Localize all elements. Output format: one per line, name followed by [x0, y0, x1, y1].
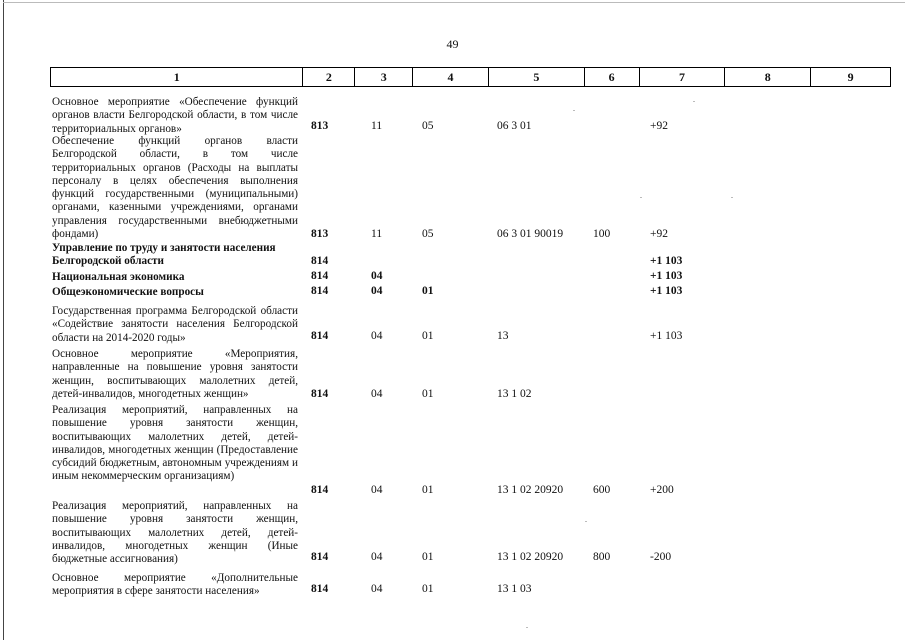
row-description: Основное мероприятие «Мероприятия, направленные на повышение уровня занятости женщин, воспитывающих малолетних детей, детей-инвалидов, многодетных женщин» — [52, 348, 298, 400]
row-code: 814 — [311, 388, 329, 400]
row-amount: +1 103 — [650, 255, 683, 267]
scan-speck — [693, 101, 695, 102]
header-col-1: 1 — [51, 68, 303, 86]
row-section: 11 — [371, 120, 383, 132]
row-expense-type: 100 — [593, 228, 611, 240]
row-code: 814 — [311, 270, 329, 282]
row-section: 04 — [371, 388, 383, 400]
row-subsection: 01 — [422, 484, 434, 496]
header-col-5: 5 — [489, 68, 585, 86]
row-description: Государственная программа Белгородской области «Содействие занятости населения Белгородской области на 2014-2020 годы» — [52, 305, 298, 344]
column-header-row — [50, 67, 891, 87]
row-amount: -200 — [650, 551, 672, 563]
row-code: 814 — [311, 583, 329, 595]
row-expense-type: 800 — [593, 551, 611, 563]
header-col-9: 9 — [847, 70, 854, 84]
scan-speck — [526, 627, 528, 628]
row-amount: +200 — [650, 484, 674, 496]
row-description: Общеэкономические вопросы — [52, 286, 204, 298]
scan-top-border — [3, 2, 905, 3]
header-col-2: 2 — [303, 68, 355, 86]
header-col-3: 3 — [355, 68, 413, 86]
row-subsection: 01 — [422, 551, 434, 563]
header-col-4: 4 — [413, 68, 489, 86]
row-amount: +92 — [650, 228, 668, 240]
row-code: 813 — [311, 228, 329, 240]
row-description: Реализация мероприятий, направленных на повышение уровня занятости женщин, воспитывающих малолетних детей, детей-инвалидов, многодетных женщин (Иные бюджетные ассигнования) — [52, 500, 298, 566]
row-section: 11 — [371, 228, 383, 240]
row-section: 04 — [371, 484, 383, 496]
scan-speck — [573, 110, 575, 111]
row-amount: +1 103 — [650, 270, 683, 282]
row-target-article: 13 — [497, 330, 509, 342]
row-target-article: 13 1 02 20920 — [497, 484, 564, 496]
row-section: 04 — [371, 330, 383, 342]
row-section: 04 — [371, 551, 383, 563]
row-subsection: 01 — [422, 285, 434, 297]
row-description: Национальная экономика — [52, 271, 185, 283]
row-code: 814 — [311, 484, 329, 496]
header-col-8: 8 — [725, 68, 811, 86]
row-target-article: 06 3 01 — [497, 120, 532, 132]
row-description: Основное мероприятие «Обеспечение функций органов власти Белгородской области, в том числе территориальных органов» — [52, 96, 298, 135]
row-target-article: 06 3 01 90019 — [497, 228, 564, 240]
scan-speck — [640, 197, 642, 198]
row-description: Реализация мероприятий, направленных на повышение уровня занятости женщин, воспитывающих малолетних детей, детей-инвалидов, многодетных женщин (Предоставление субсидий бюджетным, автономным учреждениям и иным некоммерческим организациям) — [52, 404, 298, 483]
row-code: 813 — [311, 120, 329, 132]
row-subsection: 01 — [422, 583, 434, 595]
row-code: 814 — [311, 285, 329, 297]
row-target-article: 13 1 03 — [497, 583, 532, 595]
row-subsection: 01 — [422, 388, 434, 400]
row-subsection: 05 — [422, 228, 434, 240]
scan-speck — [585, 521, 587, 522]
row-subsection: 05 — [422, 120, 434, 132]
row-section: 04 — [371, 270, 383, 282]
row-amount: +1 103 — [650, 285, 683, 297]
header-col-7: 7 — [640, 68, 726, 86]
page-number: 49 — [446, 37, 459, 51]
row-section: 04 — [371, 583, 383, 595]
row-description: Обеспечение функций органов власти Белгородской области, в том числе территориальных органов (Расходы на выплаты персоналу в целях обеспечения выполнения функций государственными (муниципальными) органами, казенными учреждениями, органами управления государственными внебюджетными фондами) — [52, 135, 298, 241]
row-amount: +1 103 — [650, 330, 683, 342]
row-amount: +92 — [650, 120, 668, 132]
scan-speck — [731, 197, 733, 198]
row-target-article: 13 1 02 20920 — [497, 551, 564, 563]
row-code: 814 — [311, 255, 329, 267]
row-expense-type: 600 — [593, 484, 611, 496]
header-col-6: 6 — [585, 68, 640, 86]
row-description: Управление по труду и занятости населения Белгородской области — [52, 242, 276, 268]
row-code: 814 — [311, 330, 329, 342]
row-subsection: 01 — [422, 330, 434, 342]
row-section: 04 — [371, 285, 383, 297]
row-description: Основное мероприятие «Дополнительные мероприятия в сфере занятости населения» — [52, 572, 298, 598]
scan-left-border — [3, 0, 4, 640]
row-code: 814 — [311, 551, 329, 563]
row-target-article: 13 1 02 — [497, 388, 532, 400]
